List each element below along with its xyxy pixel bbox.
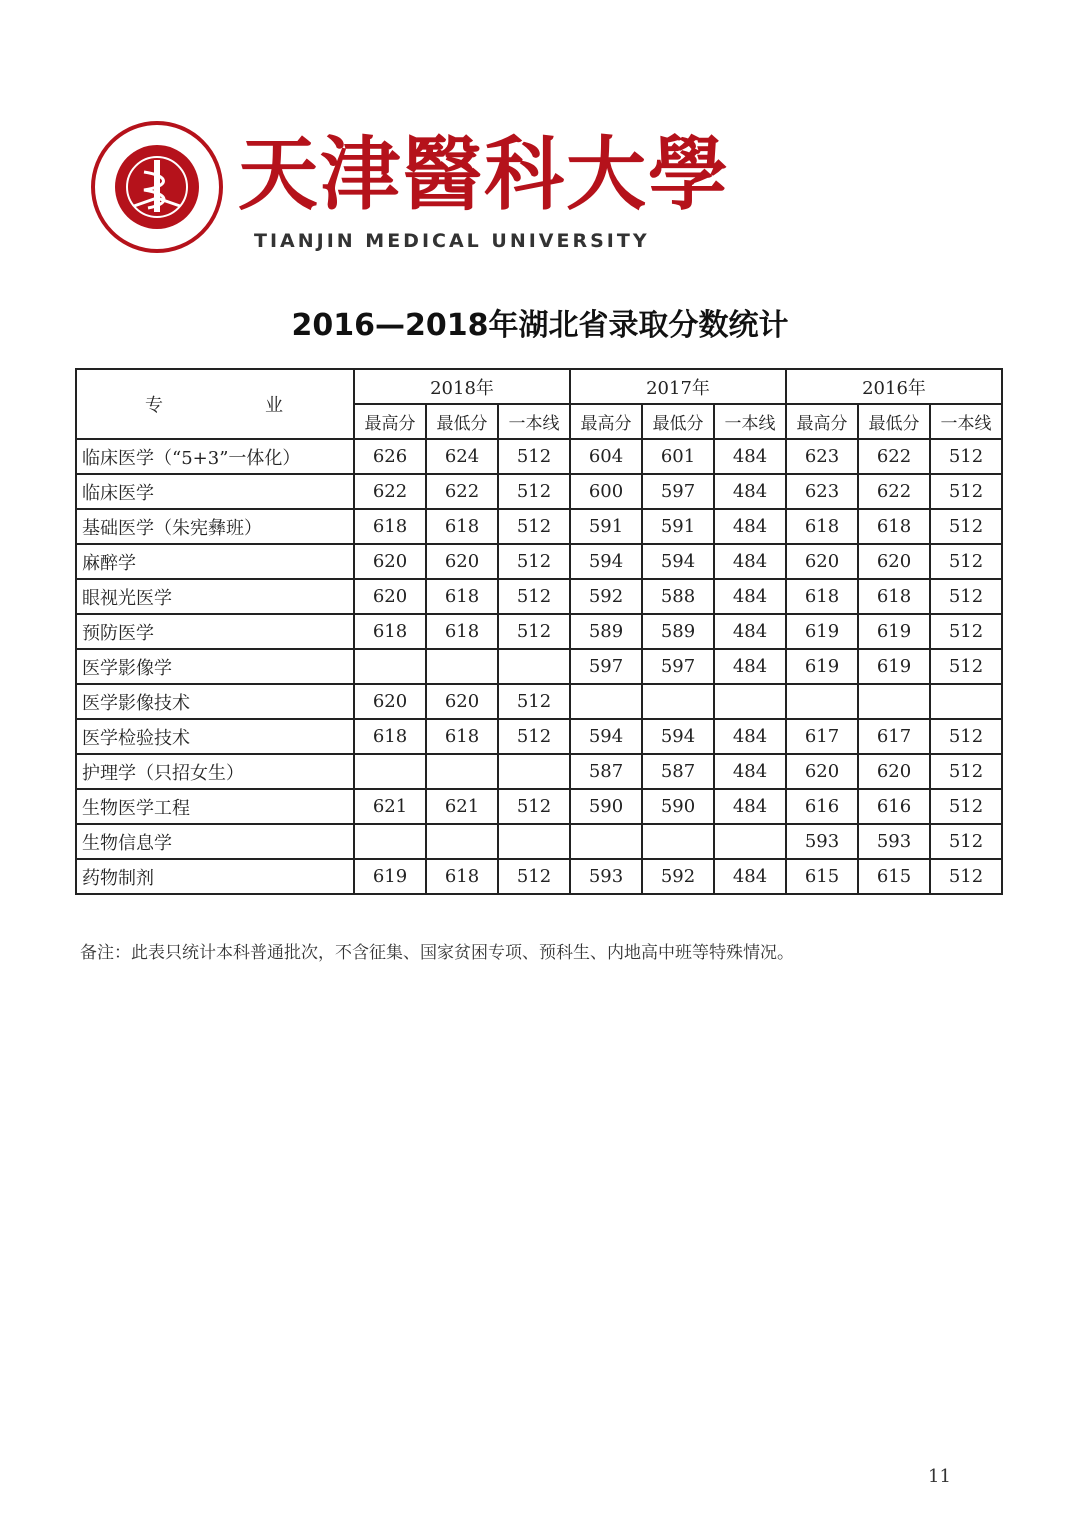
score-cell: 622 xyxy=(858,439,930,474)
score-cell: 512 xyxy=(498,509,570,544)
page-title: 2016—2018年湖北省录取分数统计 xyxy=(291,308,789,343)
score-cell xyxy=(498,649,570,684)
score-cell: 512 xyxy=(498,439,570,474)
major-name-cell: 护理学（只招女生） xyxy=(76,754,354,789)
score-cell: 512 xyxy=(930,614,1002,649)
score-cell: 590 xyxy=(642,789,714,824)
score-cell: 512 xyxy=(930,754,1002,789)
table-row xyxy=(76,439,1002,474)
table-row xyxy=(76,789,1002,824)
score-cell: 618 xyxy=(354,719,426,754)
score-cell: 589 xyxy=(570,614,642,649)
score-cell: 601 xyxy=(642,439,714,474)
score-cell: 623 xyxy=(786,474,858,509)
min-score-header: 最低分 xyxy=(426,404,498,439)
university-name-cn: 天津醫科大學 xyxy=(238,127,730,221)
score-cell: 618 xyxy=(858,509,930,544)
score-cell: 512 xyxy=(930,649,1002,684)
score-cell: 619 xyxy=(858,614,930,649)
score-cell: 618 xyxy=(354,614,426,649)
major-name-cell: 生物医学工程 xyxy=(76,789,354,824)
major-name-cell: 药物制剂 xyxy=(76,859,354,894)
score-cell xyxy=(426,649,498,684)
max-score-header: 最高分 xyxy=(354,404,426,439)
table-row xyxy=(76,474,1002,509)
major-name-cell: 临床医学（“5+3”一体化） xyxy=(76,439,354,474)
score-cell: 484 xyxy=(714,474,786,509)
major-name-cell: 生物信息学 xyxy=(76,824,354,859)
score-cell: 512 xyxy=(930,824,1002,859)
score-cell: 512 xyxy=(930,474,1002,509)
table-row xyxy=(76,614,1002,649)
score-cell: 597 xyxy=(642,474,714,509)
university-name-en: TIANJIN MEDICAL UNIVERSITY xyxy=(254,230,650,252)
score-cell: 615 xyxy=(858,859,930,894)
table-row xyxy=(76,859,1002,894)
table-row xyxy=(76,684,1002,719)
score-cell: 593 xyxy=(570,859,642,894)
score-cell: 619 xyxy=(786,614,858,649)
score-cell: 591 xyxy=(642,509,714,544)
min-score-header: 最低分 xyxy=(858,404,930,439)
score-cell: 620 xyxy=(426,684,498,719)
score-cell: 624 xyxy=(426,439,498,474)
score-cell: 618 xyxy=(426,579,498,614)
major-name-cell: 麻醉学 xyxy=(76,544,354,579)
score-cell: 620 xyxy=(354,684,426,719)
score-cell: 512 xyxy=(498,859,570,894)
score-cell xyxy=(426,754,498,789)
score-cell: 617 xyxy=(786,719,858,754)
score-cell: 619 xyxy=(786,649,858,684)
score-cell: 591 xyxy=(570,509,642,544)
score-cell: 621 xyxy=(354,789,426,824)
score-cell: 619 xyxy=(858,649,930,684)
score-cell xyxy=(498,754,570,789)
score-cell: 600 xyxy=(570,474,642,509)
table-row xyxy=(76,579,1002,614)
score-table-body xyxy=(76,439,1002,894)
score-cell xyxy=(642,824,714,859)
score-cell: 617 xyxy=(858,719,930,754)
score-cell: 512 xyxy=(498,684,570,719)
score-cell xyxy=(498,824,570,859)
score-cell: 512 xyxy=(930,544,1002,579)
score-cell: 618 xyxy=(786,579,858,614)
score-cell: 512 xyxy=(498,579,570,614)
major-name-cell: 眼视光医学 xyxy=(76,579,354,614)
tier-one-line-header: 一本线 xyxy=(930,404,1002,439)
score-cell: 484 xyxy=(714,719,786,754)
score-cell: 593 xyxy=(786,824,858,859)
score-cell: 588 xyxy=(642,579,714,614)
score-cell: 622 xyxy=(354,474,426,509)
year-header: 2016年 xyxy=(786,369,1002,404)
score-cell: 616 xyxy=(786,789,858,824)
score-cell: 594 xyxy=(570,544,642,579)
year-header-row xyxy=(76,369,1002,404)
score-cell: 587 xyxy=(570,754,642,789)
score-cell: 620 xyxy=(858,754,930,789)
table-row xyxy=(76,754,1002,789)
score-cell: 618 xyxy=(426,859,498,894)
score-cell: 589 xyxy=(642,614,714,649)
score-cell: 512 xyxy=(930,509,1002,544)
score-cell: 620 xyxy=(426,544,498,579)
score-cell xyxy=(354,649,426,684)
score-cell xyxy=(426,824,498,859)
score-cell: 484 xyxy=(714,649,786,684)
score-cell xyxy=(642,684,714,719)
score-cell xyxy=(714,684,786,719)
score-cell: 618 xyxy=(426,509,498,544)
major-name-cell: 临床医学 xyxy=(76,474,354,509)
score-cell: 512 xyxy=(930,579,1002,614)
score-cell: 622 xyxy=(426,474,498,509)
major-name-cell: 医学检验技术 xyxy=(76,719,354,754)
score-cell: 594 xyxy=(642,719,714,754)
score-cell: 620 xyxy=(858,544,930,579)
score-cell: 619 xyxy=(354,859,426,894)
score-cell: 484 xyxy=(714,579,786,614)
tier-one-line-header: 一本线 xyxy=(498,404,570,439)
score-cell: 616 xyxy=(858,789,930,824)
score-cell xyxy=(858,684,930,719)
major-name-cell: 基础医学（朱宪彝班） xyxy=(76,509,354,544)
major-name-cell: 预防医学 xyxy=(76,614,354,649)
tier-one-line-header: 一本线 xyxy=(714,404,786,439)
score-cell: 618 xyxy=(426,614,498,649)
score-cell: 618 xyxy=(858,579,930,614)
year-header: 2018年 xyxy=(354,369,570,404)
score-cell xyxy=(354,824,426,859)
score-cell: 597 xyxy=(642,649,714,684)
score-cell: 620 xyxy=(786,544,858,579)
score-cell: 623 xyxy=(786,439,858,474)
score-cell: 626 xyxy=(354,439,426,474)
score-cell: 587 xyxy=(642,754,714,789)
score-cell: 484 xyxy=(714,614,786,649)
table-row xyxy=(76,824,1002,859)
score-cell: 593 xyxy=(858,824,930,859)
score-cell: 621 xyxy=(426,789,498,824)
score-cell: 512 xyxy=(930,439,1002,474)
score-cell: 597 xyxy=(570,649,642,684)
table-row xyxy=(76,719,1002,754)
score-cell: 512 xyxy=(930,859,1002,894)
university-header xyxy=(90,120,730,260)
score-cell: 615 xyxy=(786,859,858,894)
university-seal-icon xyxy=(90,120,224,254)
score-cell: 512 xyxy=(498,789,570,824)
score-cell: 512 xyxy=(930,719,1002,754)
year-header: 2017年 xyxy=(570,369,786,404)
page-number: 11 xyxy=(928,1466,951,1487)
score-cell: 484 xyxy=(714,754,786,789)
score-cell: 622 xyxy=(858,474,930,509)
score-cell xyxy=(714,824,786,859)
max-score-header: 最高分 xyxy=(570,404,642,439)
score-cell: 512 xyxy=(498,474,570,509)
score-cell: 484 xyxy=(714,859,786,894)
score-cell: 620 xyxy=(786,754,858,789)
score-cell: 594 xyxy=(570,719,642,754)
score-cell: 484 xyxy=(714,544,786,579)
score-cell: 512 xyxy=(498,614,570,649)
admission-score-table xyxy=(75,368,1003,895)
score-cell xyxy=(570,684,642,719)
score-cell: 592 xyxy=(642,859,714,894)
major-column-header: 专 业 xyxy=(76,369,354,439)
score-cell: 512 xyxy=(930,789,1002,824)
score-cell: 618 xyxy=(786,509,858,544)
table-row xyxy=(76,509,1002,544)
score-cell: 618 xyxy=(354,509,426,544)
score-cell: 484 xyxy=(714,789,786,824)
score-cell: 620 xyxy=(354,544,426,579)
score-cell: 590 xyxy=(570,789,642,824)
score-cell: 620 xyxy=(354,579,426,614)
table-row xyxy=(76,544,1002,579)
score-cell: 484 xyxy=(714,439,786,474)
max-score-header: 最高分 xyxy=(786,404,858,439)
score-cell: 618 xyxy=(426,719,498,754)
score-cell: 512 xyxy=(498,719,570,754)
major-name-cell: 医学影像技术 xyxy=(76,684,354,719)
score-cell: 484 xyxy=(714,509,786,544)
score-cell xyxy=(354,754,426,789)
table-row xyxy=(76,649,1002,684)
score-cell xyxy=(570,824,642,859)
score-cell: 592 xyxy=(570,579,642,614)
table-footnote: 备注：此表只统计本科普通批次，不含征集、国家贫困专项、预科生、内地高中班等特殊情况。 xyxy=(80,943,794,963)
score-cell xyxy=(930,684,1002,719)
min-score-header: 最低分 xyxy=(642,404,714,439)
score-cell: 512 xyxy=(498,544,570,579)
score-cell: 594 xyxy=(642,544,714,579)
score-cell: 604 xyxy=(570,439,642,474)
score-cell xyxy=(786,684,858,719)
major-name-cell: 医学影像学 xyxy=(76,649,354,684)
